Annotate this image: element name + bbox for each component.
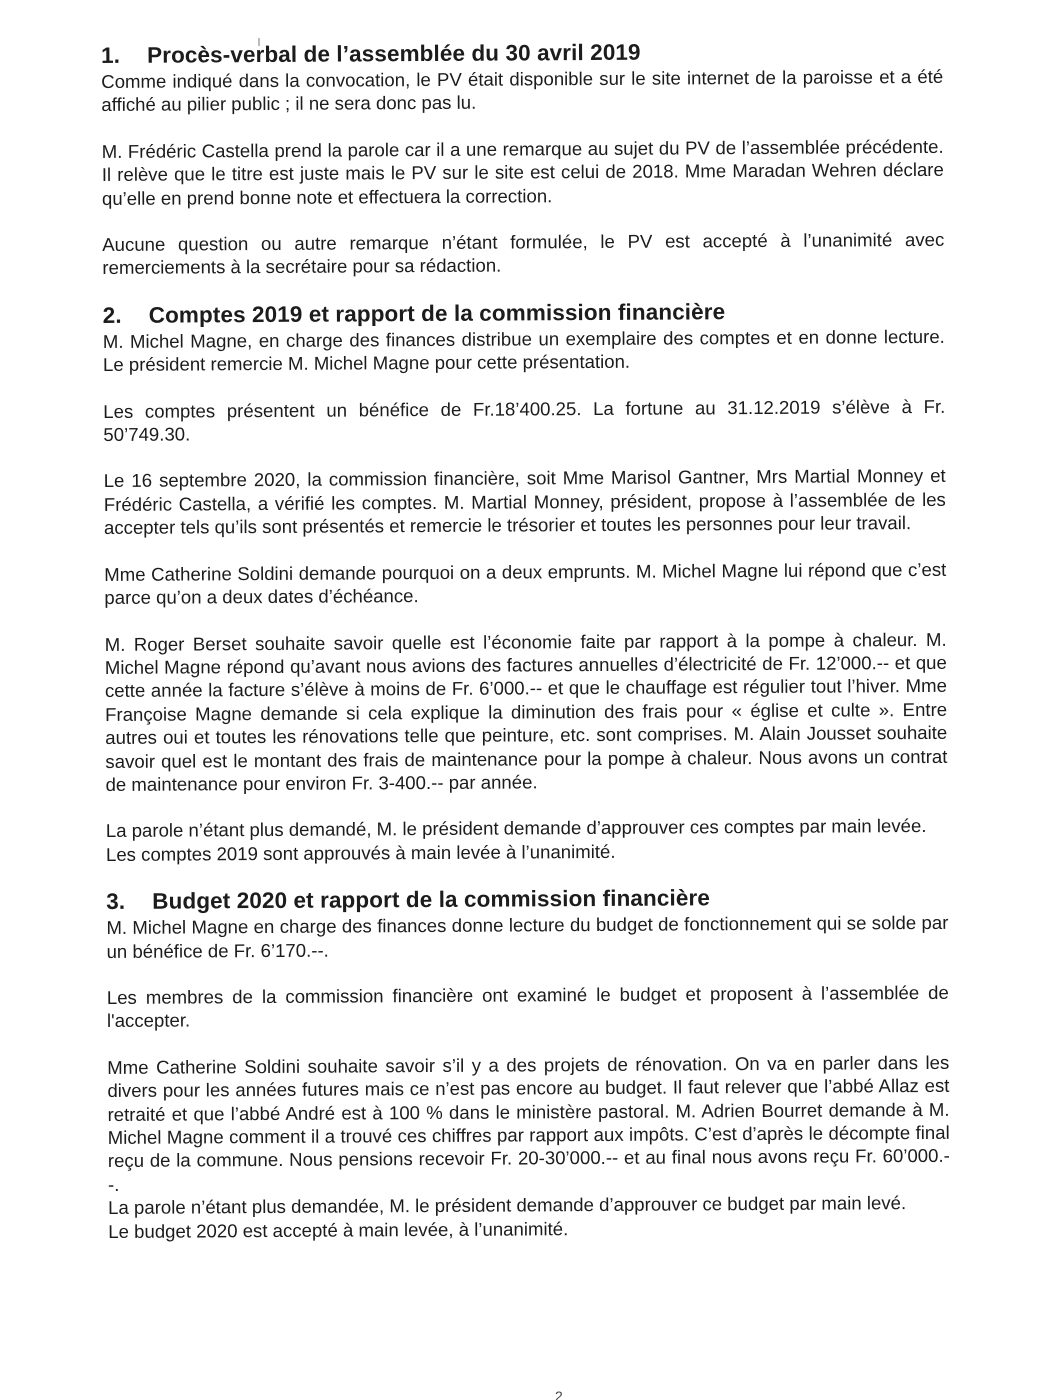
paragraph: M. Roger Berset souhaite savoir quelle est l’économie faite par rapport à la pompe à chaleur. M. Michel Magne répond qu’avant nous avions des factures annuelles d’électricité de Fr. 12’000.-- et que cette année la facture s’élève à moins de Fr. 6’000.-- et que le chauffage est régulier tout l’hiver. Mme Françoise Magne demande si cela explique la diminution des frais pour « église et culte ». Entre autres oui et toutes les rénovations telle que peinture, etc. sont comprises. M. Alain Jousset souhaite savoir quel est le montant des frais de maintenance pour la pompe à chaleur. Nous avons un contrat de maintenance pour environ Fr. 3-400.-- par année. — [104, 628, 948, 795]
section-title: Procès-verbal de l’assemblée du 30 avril 2019 — [147, 39, 641, 68]
paragraph: Les comptes présentent un bénéfice de Fr.18’400.25. La fortune au 31.12.2019 s’élève à Fr. 50’749.30. — [103, 395, 946, 446]
paragraph: Aucune question ou autre remarque n’étant formulée, le PV est accepté à l’unanimité avec remerciements à la secrétaire pour sa rédaction. — [102, 228, 945, 279]
paragraph: Comme indiqué dans la convocation, le PV était disponible sur le site internet de la paroisse et a été affiché au pilier public ; il ne sera donc pas lu. — [101, 65, 944, 116]
paragraph: Mme Catherine Soldini demande pourquoi on a deux emprunts. M. Michel Magne lui répond que c’est parce qu’on a deux dates d’échéance. — [104, 558, 947, 609]
paragraph: M. Michel Magne, en charge des finances distribue un exemplaire des comptes et en donne lecture. Le président remercie M. Michel Magne pour cette présentation. — [102, 325, 945, 376]
paragraph: Mme Catherine Soldini souhaite savoir s’il y a des projets de rénovation. On va en parler dans les divers pour les années futures mais ce n’est pas encore au budget. Il faut relever que l’abbé Allaz est retraité et que l’abbé André est à 100 % dans le ministère pastoral. M. Adrien Bourret demande à M. Michel Magne comment il a trouvé ces chiffres par rapport aux impôts. C’est d’après le décompte final reçu de la commune. Nous pensions recevoir Fr. 20-30’000.-- et au final nous avons reçu Fr. 60’000.--. — [107, 1051, 950, 1195]
paragraph: Les comptes 2019 sont approuvés à main levée à l’unanimité. — [105, 840, 616, 865]
paragraph: M. Frédéric Castella prend la parole car il a une remarque au sujet du PV de l’assemblée précédente. Il relève que le titre est juste mais le PV sur le site est celui de 2018. Mme Maradan Wehren déclare qu’elle en prend bonne note et effectuera la correction. — [101, 135, 944, 209]
section-number: 2. — [102, 302, 122, 328]
page-number: 2 — [555, 1388, 563, 1400]
paragraph: La parole n’étant plus demandé, M. le président demande d’approuver ces comptes par main levée. — [105, 815, 927, 842]
document-body — [101, 37, 950, 1243]
section-number: 1. — [101, 42, 121, 68]
paragraph: M. Michel Magne en charge des finances donne lecture du budget de fonctionnement qui se solde par un bénéfice de Fr. 6’170.--. — [106, 911, 949, 962]
paragraph: La parole n’étant plus demandée, M. le président demande d’approuver ce budget par main levé. — [108, 1192, 907, 1219]
section-number: 3. — [106, 889, 126, 915]
paragraph: Les membres de la commission financière ont examiné le budget et proposent à l’assemblée de l'accepter. — [106, 981, 949, 1032]
paragraph: Le budget 2020 est accepté à main levée, à l’unanimité. — [108, 1217, 569, 1242]
paragraph: Le 16 septembre 2020, la commission financière, soit Mme Marisol Gantner, Mrs Martial Monney et Frédéric Castella, a vérifié les comptes. M. Martial Monney, président, propose à l’assemblée de les accepter tels qu’ils sont présentés et remercie le trésorier et toutes les personnes pour leur travail. — [103, 465, 946, 539]
section-title: Budget 2020 et rapport de la commission financière — [152, 885, 710, 914]
section-title: Comptes 2019 et rapport de la commission financière — [148, 299, 726, 328]
